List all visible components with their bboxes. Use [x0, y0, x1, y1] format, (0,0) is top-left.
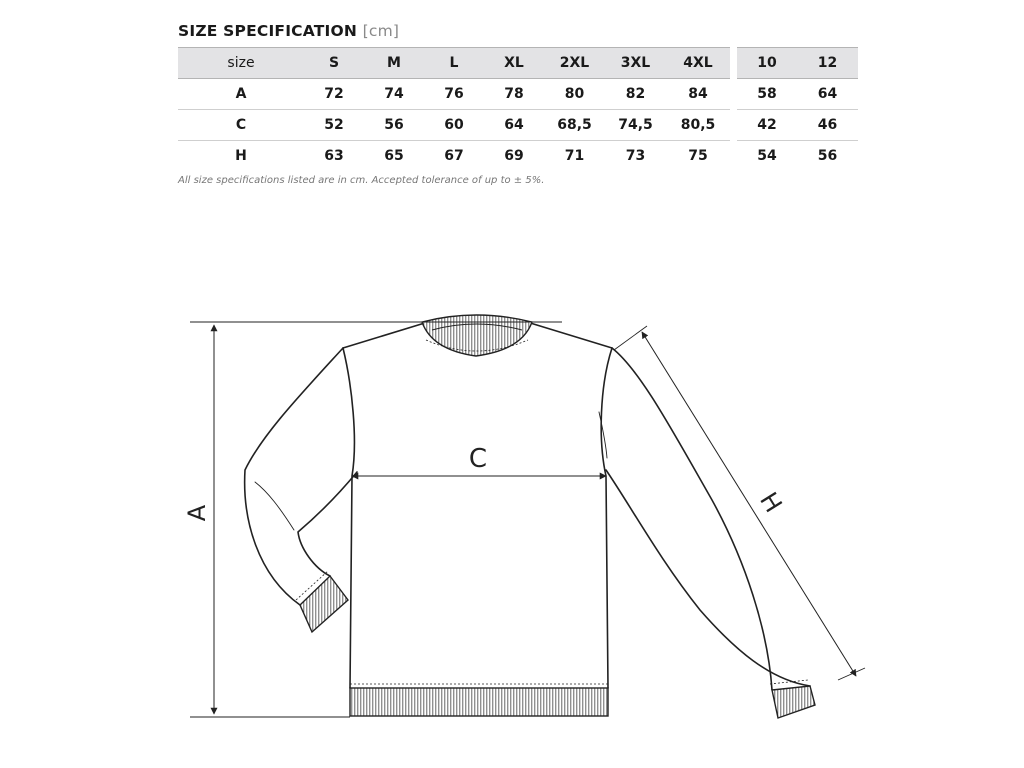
left-body-side — [343, 348, 354, 688]
tolerance-note: All size specifications listed are in cm. Accepted tolerance of up to ± 5%. — [178, 175, 545, 186]
table-cell: 72 — [304, 79, 364, 110]
table-cell: 58 — [737, 79, 797, 110]
table-cell: 78 — [484, 79, 544, 110]
table-cell: 75 — [688, 148, 708, 164]
table-cell: 80,5 — [666, 110, 730, 141]
table-cell: 82 — [605, 79, 666, 110]
row-label: C — [178, 110, 304, 141]
right-cuff — [770, 680, 815, 718]
table-cell: 67 — [444, 148, 464, 164]
right-shoulder-seam — [527, 322, 612, 348]
table-cell: 74,5 — [605, 110, 666, 141]
size-header-label: size — [178, 48, 304, 79]
table-cell: 56 — [817, 148, 838, 164]
title-unit: [cm] — [362, 22, 400, 40]
table-cell: 52 — [304, 110, 364, 141]
table-cell: 69 — [504, 148, 524, 164]
table-cell: 63 — [324, 148, 344, 164]
table-cell: 46 — [797, 110, 858, 141]
dimension-h-label: H — [754, 487, 788, 518]
table-cell: 56 — [364, 110, 424, 141]
table-cell: 60 — [424, 110, 484, 141]
dimension-a-label: A — [183, 504, 211, 522]
dimension-a — [190, 322, 562, 717]
size-header-l: L — [424, 48, 484, 79]
table-cell: 64 — [484, 110, 544, 141]
table-cell: 80 — [544, 79, 605, 110]
left-elbow-crease — [255, 482, 294, 530]
waistband — [350, 684, 608, 716]
size-header-2xl: 2XL — [544, 48, 605, 79]
size-header-12: 12 — [797, 48, 858, 79]
dimension-h — [614, 326, 865, 680]
left-shoulder-seam — [343, 322, 428, 348]
dimension-c-label: C — [468, 444, 488, 474]
waistband-rib — [350, 688, 608, 716]
size-header-10: 10 — [737, 48, 797, 79]
right-body-side — [601, 348, 612, 688]
title-text: SIZE SPECIFICATION — [178, 22, 358, 40]
right-cuff-rib — [772, 686, 815, 718]
dimension-h-top-guide — [614, 326, 647, 350]
size-header-s: S — [304, 48, 364, 79]
row-label: A — [178, 79, 304, 110]
table-cell: 84 — [666, 79, 730, 110]
table-cell: 42 — [737, 110, 797, 141]
table-cell: 54 — [757, 148, 777, 164]
row-label: H — [235, 148, 247, 164]
table-cell: 76 — [424, 79, 484, 110]
left-sleeve-outer — [245, 348, 343, 605]
size-header-xl: XL — [484, 48, 544, 79]
table-cell: 74 — [364, 79, 424, 110]
collar — [422, 315, 532, 356]
sweatshirt-outline — [245, 322, 810, 690]
dimension-h-arrow — [642, 332, 856, 676]
table-cell: 73 — [625, 148, 646, 164]
left-sleeve-inner — [298, 472, 357, 576]
dimension-h-bottom-guide — [838, 668, 865, 680]
table-cell: 68,5 — [544, 110, 605, 141]
table-cell: 71 — [564, 148, 585, 164]
size-header-4xl: 4XL — [666, 48, 730, 79]
right-sleeve-outer — [612, 348, 772, 690]
table-cell: 65 — [384, 148, 404, 164]
left-cuff-rib — [300, 576, 348, 632]
table-cell: 64 — [797, 79, 858, 110]
collar-rib — [422, 315, 532, 356]
size-header-3xl: 3XL — [605, 48, 666, 79]
size-header-m: M — [364, 48, 424, 79]
left-cuff — [296, 571, 348, 632]
